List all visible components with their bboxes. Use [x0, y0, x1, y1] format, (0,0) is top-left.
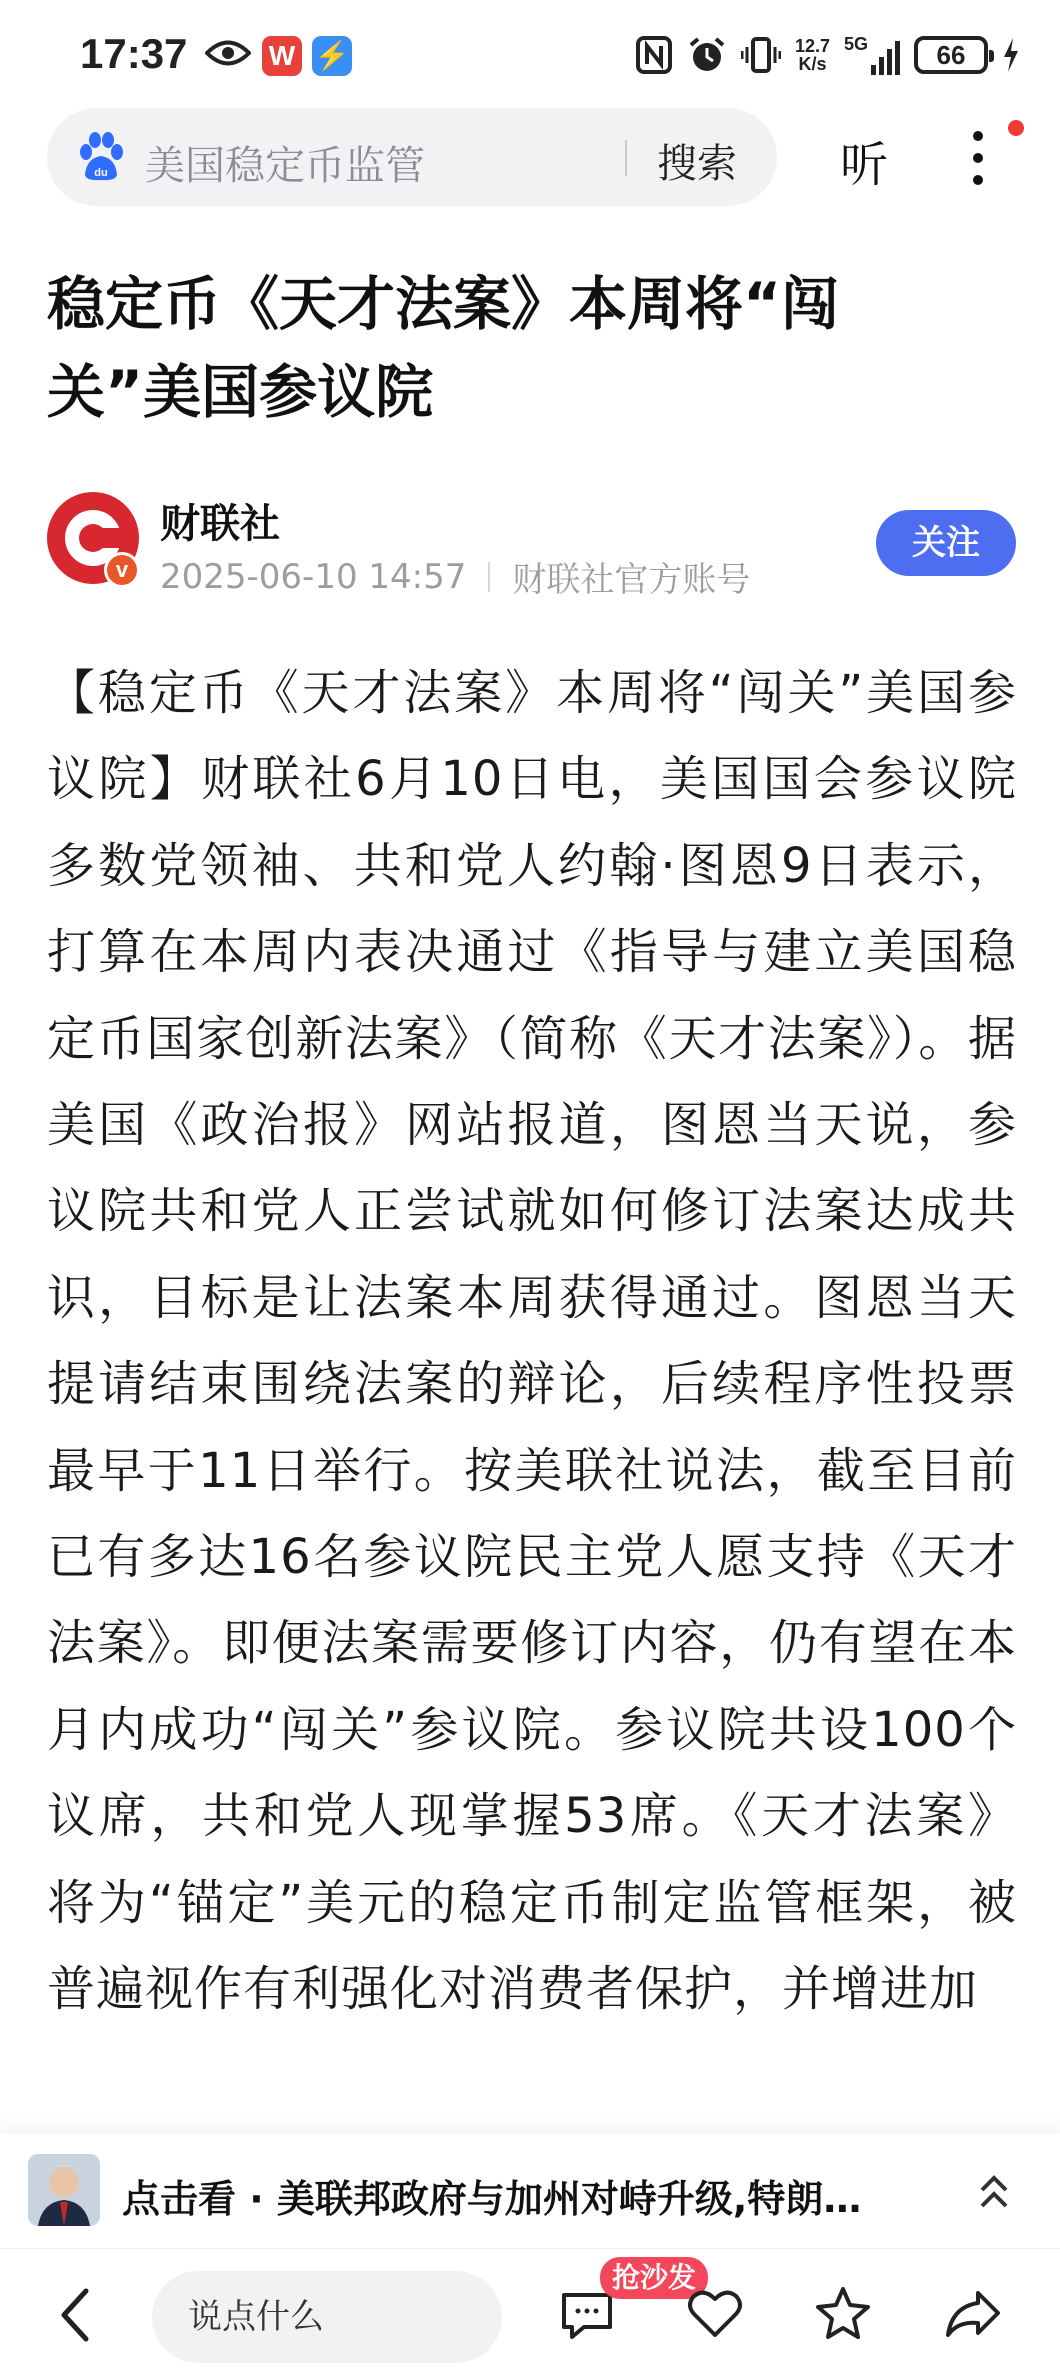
- notification-dot: [1008, 120, 1024, 136]
- double-chevron-up-icon[interactable]: [976, 2170, 1012, 2214]
- article-body: 【稳定币《天才法案》本周将“闯关”美国参议院】财联社6月10日电，美国国会参议院多数党领袖、共和党人约翰·图恩9日表示，打算在本周内表决通过《指导与建立美国稳定币国家创新法案》（简称《天才法案》）。据美国《政治报》网站报道，图恩当天说，参议院共和党人正尝试就如何修订法案达成共识，目标是让法案本周获得通过。图恩当天提请结束围绕法案的辩论，后续程序性投票最早于11日举行。按美联社说法，截至目前已有多达16名参议院民主党人愿支持《天才法案》。即便法案需要修订内容，仍有望在本月内成功“闯关”参议院。参议院共设100个议席，共和党人现掌握53席。《天才法案》将为“锚定”美元的稳定币制定监管框架，被普遍视作有利强化对消费者保护，并增进加: [47, 665, 1017, 2018]
- charging-icon: [1002, 37, 1020, 73]
- publish-time: 2025-06-10 14:57: [160, 556, 467, 597]
- author-name[interactable]: 财联社: [160, 501, 280, 547]
- more-menu-icon[interactable]: [968, 128, 988, 188]
- follow-button[interactable]: 关注: [876, 510, 1016, 576]
- share-arrow-icon[interactable]: [942, 2283, 1004, 2345]
- article-meta: [160, 552, 750, 601]
- sofa-badge: 抢沙发: [600, 2257, 708, 2299]
- vibrate-icon: [741, 35, 781, 75]
- status-icons: [635, 30, 1020, 80]
- meta-divider: [488, 562, 490, 592]
- recommendation-text[interactable]: 点击看 · 美联邦政府与加州对峙升级,特朗…: [122, 2177, 862, 2221]
- recommendation-thumbnail: [28, 2154, 100, 2226]
- status-bar: [0, 0, 1060, 100]
- signal-icon: 5G: [844, 35, 900, 75]
- flash-app-icon: ⚡: [312, 36, 352, 76]
- recommendation-bar[interactable]: [0, 2134, 1060, 2248]
- listen-button[interactable]: 听: [840, 137, 889, 193]
- battery-indicator: 66: [914, 36, 988, 74]
- search-divider: [625, 140, 627, 176]
- account-type: 财联社官方账号: [512, 560, 751, 600]
- comment-input[interactable]: 说点什么: [152, 2271, 502, 2363]
- wps-app-icon: W: [262, 36, 302, 76]
- eye-icon: [205, 38, 251, 68]
- net-speed: 12.7 K/s: [794, 36, 830, 74]
- search-input[interactable]: 美国稳定币监管: [145, 143, 425, 189]
- svg-text:du: du: [94, 167, 108, 179]
- bottom-toolbar: [0, 2248, 1060, 2376]
- search-bar[interactable]: [47, 108, 777, 206]
- baidu-paw-icon: [77, 132, 125, 182]
- nfc-icon: [635, 35, 673, 75]
- search-button[interactable]: 搜索: [657, 141, 737, 187]
- like-heart-icon[interactable]: [684, 2283, 746, 2345]
- article-title: 稳定币《天才法案》本周将“闯关”美国参议院: [47, 270, 840, 426]
- status-time: 17:37: [80, 30, 188, 77]
- verified-badge: v: [104, 552, 140, 588]
- back-arrow-icon[interactable]: [56, 2285, 96, 2345]
- alarm-icon: [687, 35, 727, 75]
- favorite-star-icon[interactable]: [812, 2283, 874, 2345]
